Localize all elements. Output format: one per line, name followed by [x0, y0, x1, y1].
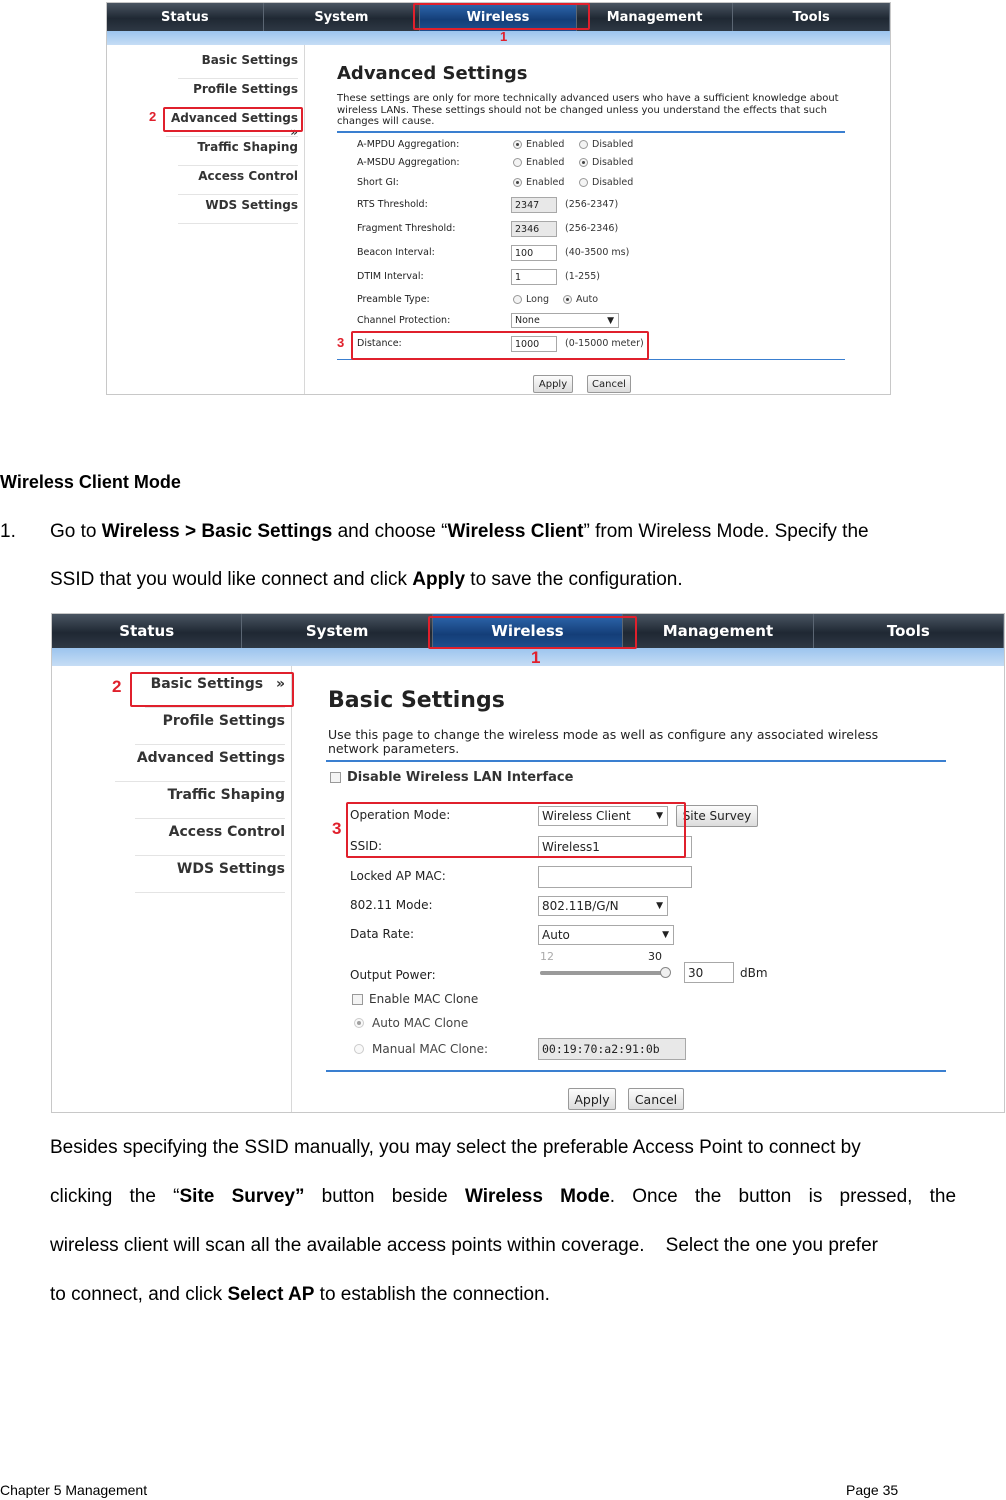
page-title: Basic Settings: [328, 688, 505, 713]
preamble-long-radio[interactable]: Long: [513, 294, 549, 305]
sidebar-item-wds-settings[interactable]: WDS Settings: [135, 861, 285, 893]
highlight-advanced-settings: [163, 107, 303, 132]
dtim-input[interactable]: 1: [511, 269, 557, 285]
output-power-slider-fill: [540, 971, 666, 975]
output-power-slider-track[interactable]: [540, 971, 666, 975]
amsdu-disabled-radio[interactable]: Disabled: [579, 157, 633, 168]
sidebar-item-traffic-shaping[interactable]: Traffic Shaping: [178, 140, 298, 166]
ampdu-row: [335, 139, 875, 155]
nav-status[interactable]: Status: [52, 614, 242, 648]
dtim-row: [335, 269, 875, 287]
step-line-2: SSID that you would like connect and click Apply to save the configuration.: [50, 569, 683, 590]
beacon-input[interactable]: 100: [511, 245, 557, 261]
amsdu-label: A-MSDU Aggregation:: [357, 157, 460, 168]
fragment-input[interactable]: 2346: [511, 221, 557, 237]
data-rate-row: [326, 925, 966, 947]
cancel-button[interactable]: Cancel: [628, 1088, 684, 1110]
sidebar-item-basic-settings[interactable]: Basic Settings: [178, 53, 298, 79]
rts-input[interactable]: 2347: [511, 197, 557, 213]
section-heading: Wireless Client Mode: [0, 472, 181, 492]
nav-system[interactable]: System: [264, 3, 421, 31]
callout-number-3: 3: [337, 335, 345, 350]
ampdu-label: A-MPDU Aggregation:: [357, 139, 460, 150]
cancel-button[interactable]: Cancel: [587, 375, 631, 393]
output-power-label: Output Power:: [350, 968, 436, 982]
nav-status[interactable]: Status: [107, 3, 264, 31]
short-gi-disabled-radio[interactable]: Disabled: [579, 177, 633, 188]
distance-input[interactable]: 1000: [511, 336, 557, 352]
nav-tools[interactable]: Tools: [814, 614, 1004, 648]
paragraph-line-1: Besides specifying the SSID manually, you may select the preferable Access Point to connect by: [50, 1137, 861, 1158]
output-power-slider-thumb[interactable]: [660, 967, 671, 978]
operation-mode-select[interactable]: Wireless Client ▼: [538, 806, 668, 826]
site-survey-button[interactable]: Site Survey: [676, 805, 758, 827]
locked-ap-mac-label: Locked AP MAC:: [350, 869, 446, 883]
auto-mac-clone-radio[interactable]: Auto MAC Clone: [354, 1016, 468, 1030]
highlight-wireless-tab: [428, 616, 637, 649]
sidebar-item-profile-settings[interactable]: Profile Settings: [135, 713, 285, 745]
main-content: [326, 666, 966, 1113]
ssid-input[interactable]: Wireless1: [538, 836, 692, 858]
callout-number-1: 1: [531, 648, 541, 667]
beacon-row: [335, 245, 875, 263]
sidebar-item-profile-settings[interactable]: Profile Settings: [178, 82, 298, 108]
manual-mac-clone-radio[interactable]: Manual MAC Clone:: [354, 1042, 488, 1056]
disable-wlan-checkbox[interactable]: Disable Wireless LAN Interface: [330, 770, 573, 785]
beacon-label: Beacon Interval:: [357, 247, 435, 258]
section-divider-bottom: [326, 1070, 946, 1072]
short-gi-enabled-radio[interactable]: Enabled: [513, 177, 564, 188]
section-divider: [326, 760, 946, 762]
highlight-mode-ssid: [346, 802, 686, 858]
callout-number-2: 2: [112, 677, 122, 696]
paragraph-line-2: clicking the “Site Survey” button beside Wireless Mode. Once the button is pressed, the: [50, 1186, 957, 1207]
chevron-down-icon: ▼: [656, 901, 663, 911]
locked-ap-mac-row: [326, 866, 966, 888]
enable-mac-clone-checkbox[interactable]: Enable MAC Clone: [352, 992, 478, 1006]
highlight-wireless-tab: [413, 3, 590, 30]
manual-mac-clone-input[interactable]: 00:19:70:a2:91:0b: [538, 1038, 686, 1060]
data-rate-label: Data Rate:: [350, 927, 415, 941]
mode-80211-row: [326, 896, 966, 918]
operation-mode-label: Operation Mode:: [350, 808, 451, 822]
screenshot-basic-settings: [51, 613, 1005, 1113]
dtim-range: (1-255): [565, 271, 601, 282]
dtim-label: DTIM Interval:: [357, 271, 424, 282]
manual-mac-clone-row: [326, 1038, 966, 1062]
sidebar-item-access-control[interactable]: Access Control: [178, 169, 298, 195]
ssid-label: SSID:: [350, 839, 383, 853]
highlight-basic-settings: [130, 672, 294, 707]
channel-protection-select[interactable]: None ▼: [511, 313, 619, 328]
nav-accent-strip: [52, 648, 1004, 666]
callout-number-3: 3: [332, 819, 342, 838]
chevron-down-icon: ▼: [662, 930, 669, 940]
paragraph-line-3: wireless client will scan all the available access points within coverage. Select the one you prefer: [50, 1235, 878, 1256]
chevron-down-icon: ▼: [656, 811, 663, 821]
fragment-label: Fragment Threshold:: [357, 223, 456, 234]
nav-management[interactable]: Management: [623, 614, 813, 648]
highlight-distance-row: [351, 331, 649, 360]
screenshot-advanced-settings: [106, 2, 891, 395]
rts-range: (256-2347): [565, 199, 619, 210]
sidebar: [107, 45, 305, 395]
paragraph-line-4: to connect, and click Select AP to establish the connection.: [50, 1284, 550, 1305]
sidebar: [52, 666, 292, 1113]
callout-number-1: 1: [500, 29, 508, 44]
beacon-range: (40-3500 ms): [565, 247, 630, 258]
sidebar-item-traffic-shaping[interactable]: Traffic Shaping: [135, 787, 285, 819]
step-number: 1.: [0, 521, 16, 542]
distance-range: (0-15000 meter): [565, 338, 644, 349]
step-line-1: Go to Wireless > Basic Settings and choose “Wireless Client” from Wireless Mode. Specify the: [50, 521, 869, 542]
sidebar-item-access-control[interactable]: Access Control: [135, 824, 285, 856]
amsdu-enabled-radio[interactable]: Enabled: [513, 157, 564, 168]
output-power-min: 12: [540, 950, 554, 963]
sidebar-item-wds-settings[interactable]: WDS Settings: [178, 198, 298, 224]
short-gi-label: Short GI:: [357, 177, 399, 188]
mode-80211-select[interactable]: 802.11B/G/N ▼: [538, 896, 668, 916]
ampdu-disabled-radio[interactable]: Disabled: [579, 139, 633, 150]
distance-label: Distance:: [357, 338, 402, 349]
amsdu-row: [335, 157, 875, 173]
fragment-row: [335, 221, 875, 239]
nav-system[interactable]: System: [242, 614, 432, 648]
section-divider: [337, 131, 845, 133]
sidebar-item-advanced-settings[interactable]: Advanced Settings: [115, 750, 285, 782]
rts-label: RTS Threshold:: [357, 199, 428, 210]
chevron-down-icon: ▼: [607, 315, 614, 326]
nav-wireless[interactable]: Wireless: [420, 3, 577, 31]
nav-accent-strip: [107, 31, 890, 45]
short-gi-row: [335, 177, 875, 193]
apply-button[interactable]: Apply: [568, 1088, 616, 1110]
sidebar-item-label: Basic Settings: [150, 676, 264, 692]
chevron-right-icon: »: [290, 125, 298, 139]
ampdu-enabled-radio[interactable]: Enabled: [513, 139, 564, 150]
nav-tools[interactable]: Tools: [733, 3, 890, 31]
fragment-range: (256-2346): [565, 223, 619, 234]
output-power-row: [326, 950, 966, 984]
output-power-max: 30: [648, 950, 662, 963]
rts-row: [335, 197, 875, 215]
page-title: Advanced Settings: [337, 63, 528, 84]
sidebar-item-label: Advanced Settings: [170, 111, 298, 125]
page-description: Use this page to change the wireless mode as well as configure any associated wireless network parameters.: [328, 727, 879, 757]
nav-wireless[interactable]: Wireless: [433, 614, 623, 648]
footer-chapter: Chapter 5 Management: [0, 1482, 148, 1498]
preamble-label: Preamble Type:: [357, 294, 430, 305]
apply-button[interactable]: Apply: [533, 375, 573, 393]
channel-protection-row: [335, 313, 875, 331]
preamble-auto-radio[interactable]: Auto: [563, 294, 598, 305]
callout-number-2: 2: [149, 109, 157, 124]
footer-page-number: Page 35: [846, 1482, 899, 1498]
nav-management[interactable]: Management: [577, 3, 734, 31]
output-power-unit: dBm: [740, 966, 768, 980]
mode-80211-label: 802.11 Mode:: [350, 898, 433, 912]
locked-ap-mac-input[interactable]: [538, 866, 692, 888]
preamble-row: [335, 294, 875, 310]
chevron-right-icon: »: [275, 676, 285, 692]
channel-protection-label: Channel Protection:: [357, 315, 451, 326]
page-description: These settings are only for more technically advanced users who have a sufficient knowledge about wireless LANs. These settings should not be changed unless you understand the effects that such changes will cause.: [337, 93, 839, 127]
data-rate-select[interactable]: Auto ▼: [538, 925, 674, 945]
output-power-input[interactable]: 30: [684, 962, 734, 983]
